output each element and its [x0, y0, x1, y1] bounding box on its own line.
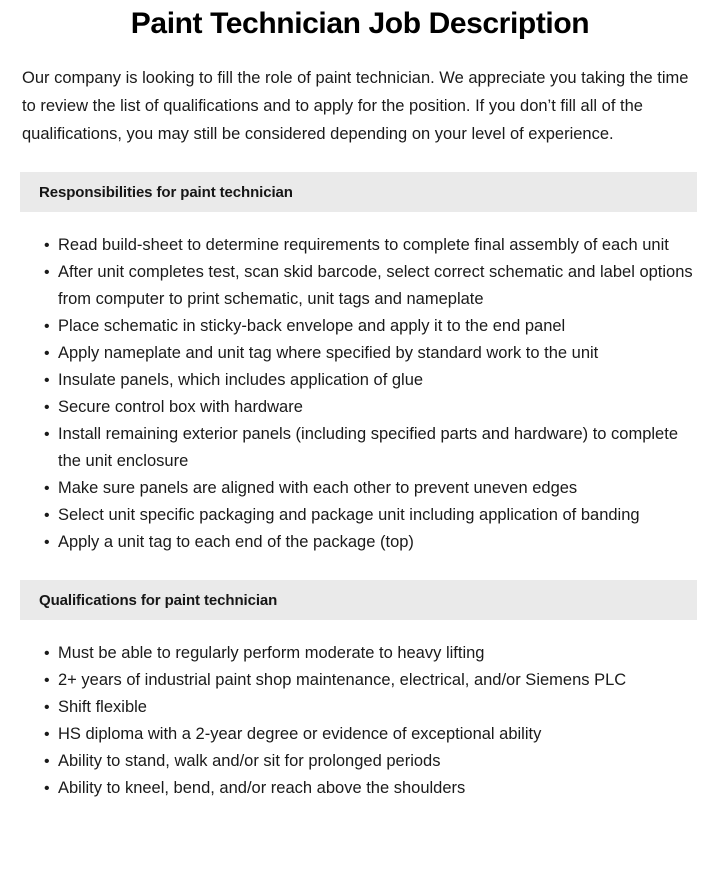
section-responsibilities — [0, 172, 720, 556]
list-item: • Select unit specific packaging and package unit including application of banding — [45, 502, 698, 529]
qualifications-list — [0, 620, 720, 802]
list-item: • Install remaining exterior panels (including specified parts and hardware) to complete the unit enclosure — [45, 421, 698, 475]
list-item: • Make sure panels are aligned with each other to prevent uneven edges — [45, 475, 698, 502]
list-item: • Apply a unit tag to each end of the package (top) — [45, 529, 698, 556]
list-item: • Secure control box with hardware — [45, 394, 698, 421]
list-item: • Apply nameplate and unit tag where specified by standard work to the unit — [45, 340, 698, 367]
page-title: Paint Technician Job Description — [130, 7, 590, 40]
list-item: • HS diploma with a 2-year degree or evidence of exceptional ability — [45, 721, 698, 748]
section-header-responsibilities — [20, 172, 697, 212]
section-header-qualifications — [20, 580, 697, 620]
responsibilities-list — [0, 212, 720, 556]
intro-paragraph: Our company is looking to fill the role of paint technician. We appreciate you taking the time to review the list of qualifications and to apply for the position. If you don’t fill all of the qualifications, you may still be considered depending on your level of experience. — [22, 69, 689, 143]
list-item: • Read build-sheet to determine requirements to complete final assembly of each unit — [45, 232, 698, 259]
list-item: • Must be able to regularly perform moderate to heavy lifting — [45, 640, 698, 667]
list-item: • After unit completes test, scan skid barcode, select correct schematic and label options from computer to print schematic, unit tags and nameplate — [45, 259, 698, 313]
list-item: • Insulate panels, which includes application of glue — [45, 367, 698, 394]
section-heading-label: Qualifications for paint technician — [39, 591, 278, 609]
list-item: • Place schematic in sticky-back envelope and apply it to the end panel — [45, 313, 698, 340]
section-heading-label: Responsibilities for paint technician — [39, 183, 293, 201]
list-item: • 2+ years of industrial paint shop maintenance, electrical, and/or Siemens PLC — [45, 667, 698, 694]
list-item: • Ability to kneel, bend, and/or reach above the shoulders — [45, 775, 698, 802]
section-qualifications — [0, 580, 720, 802]
list-item: • Shift flexible — [45, 694, 698, 721]
list-item: • Ability to stand, walk and/or sit for prolonged periods — [45, 748, 698, 775]
